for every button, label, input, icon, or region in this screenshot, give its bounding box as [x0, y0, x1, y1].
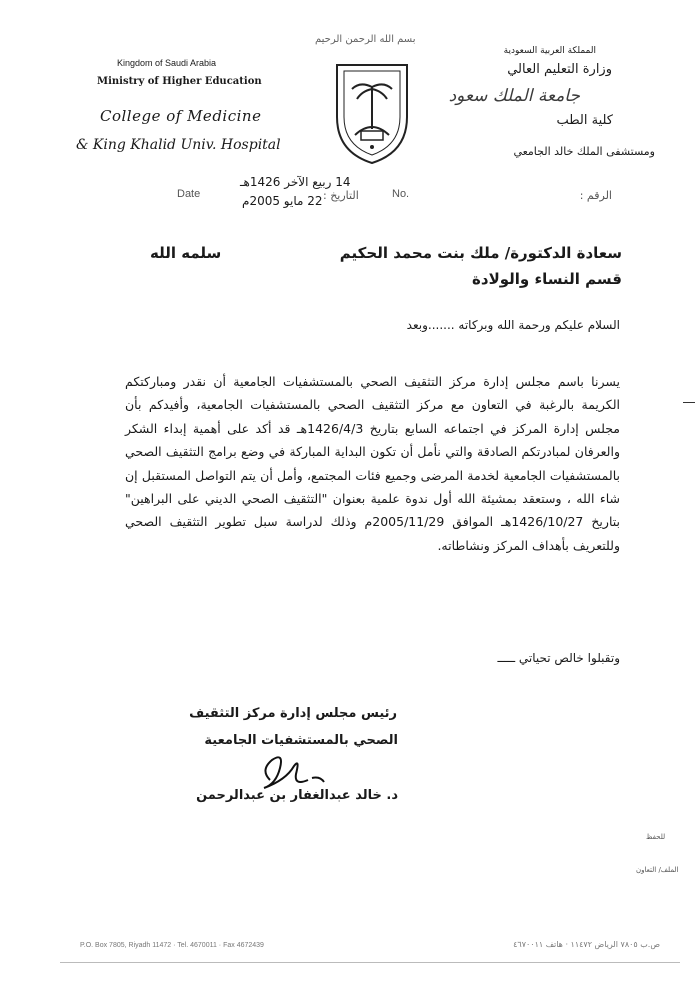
margin-note-bottom: الملف/ التعاون	[636, 866, 679, 874]
salutation: السلام عليكم ورحمة الله وبركاته .......وبعد	[406, 318, 620, 332]
signatory-name: د. خالد عبدالغفار بن عبدالرحمن	[196, 788, 398, 803]
hospital-label-ar: ومستشفى الملك خالد الجامعي	[513, 145, 655, 158]
signatory-title-line2: الصحي بالمستشفيات الجامعية	[204, 733, 398, 748]
margin-note-side: للحفظ	[646, 833, 666, 841]
university-emblem-icon	[327, 57, 417, 167]
number-label-ar: الرقم :	[579, 189, 612, 202]
margin-mark	[683, 402, 695, 408]
basmala: بسم الله الرحمن الرحيم	[315, 34, 416, 45]
college-label-ar: كلية الطب	[556, 113, 613, 128]
footer-address-ar: ص.ب ٧٨٠٥ الرياض ١١٤٧٢ · هاتف ٤٦٧٠٠١١	[513, 940, 660, 949]
date-label-ar: التاريخ :	[323, 189, 359, 202]
kingdom-label: Kingdom of Saudi Arabia	[117, 58, 217, 68]
addressee-name: سعادة الدكتورة/ ملك بنت محمد الحكيم	[339, 244, 622, 262]
closing-line: وتقبلوا خالص تحياتي ـــــ	[497, 651, 620, 665]
hijri-date: 14 ربيع الآخر 1426هـ	[240, 175, 351, 189]
date-label: Date	[177, 188, 201, 200]
ministry-label: Ministry of Higher Education	[97, 76, 262, 87]
gregorian-date: 22 مايو 2005م	[242, 194, 323, 208]
signatory-title-line1: رئيس مجلس إدارة مركز التثقيف	[189, 706, 397, 721]
hospital-label: & King Khalid Univ. Hospital	[76, 137, 281, 153]
kingdom-label-ar: المملكة العربية السعودية	[503, 46, 596, 56]
addressee-greeting: سلمه الله	[150, 244, 222, 262]
college-label: College of Medicine	[100, 107, 262, 125]
university-label-ar: جامعة الملك سعود	[448, 86, 580, 106]
number-label: No.	[392, 188, 410, 200]
addressee-department: قسم النساء والولادة	[472, 270, 622, 288]
letter-body: يسرنا باسم مجلس إدارة مركز التثقيف الصحي بالمستشفيات الجامعية أن نقدر ومباركتكم الكريمة بالرغبة في التعاون مع مركز التثقيف الصحي بالمستشفيات الجامعية، وأفيدكم بأن مجلس إدارة المركز في اجتماعه السابع بتاريخ 1426/4/3هـ قد أكد على أهمية إبداء الشكر والعرفان لمبادرتكم الصادقة والتي نأمل أن تكون البداية المباركة في وضع برامج التثقيف الصحي بالمستشفيات الجامعية لخدمة المرضى وجميع فئات المجتمع، وأمل أن يتم التواصل المستقبل إن شاء الله ، وستعقد بمشيئة الله أول ندوة علمية بعنوان "التثقيف الصحي الديني على البراهين" بتاريخ 1426/10/27هـ الموافق 2005/11/29م وذلك لدراسة سبل تطوير التثقيف الصحي وللتعريف بأهداف المركز ونشاطاته.	[125, 374, 620, 553]
ministry-label-ar: وزارة التعليم العالي	[507, 62, 612, 77]
footer-divider	[60, 962, 680, 963]
footer-address: P.O. Box 7805, Riyadh 11472 · Tel. 4670011 · Fax 4672439	[80, 942, 264, 949]
